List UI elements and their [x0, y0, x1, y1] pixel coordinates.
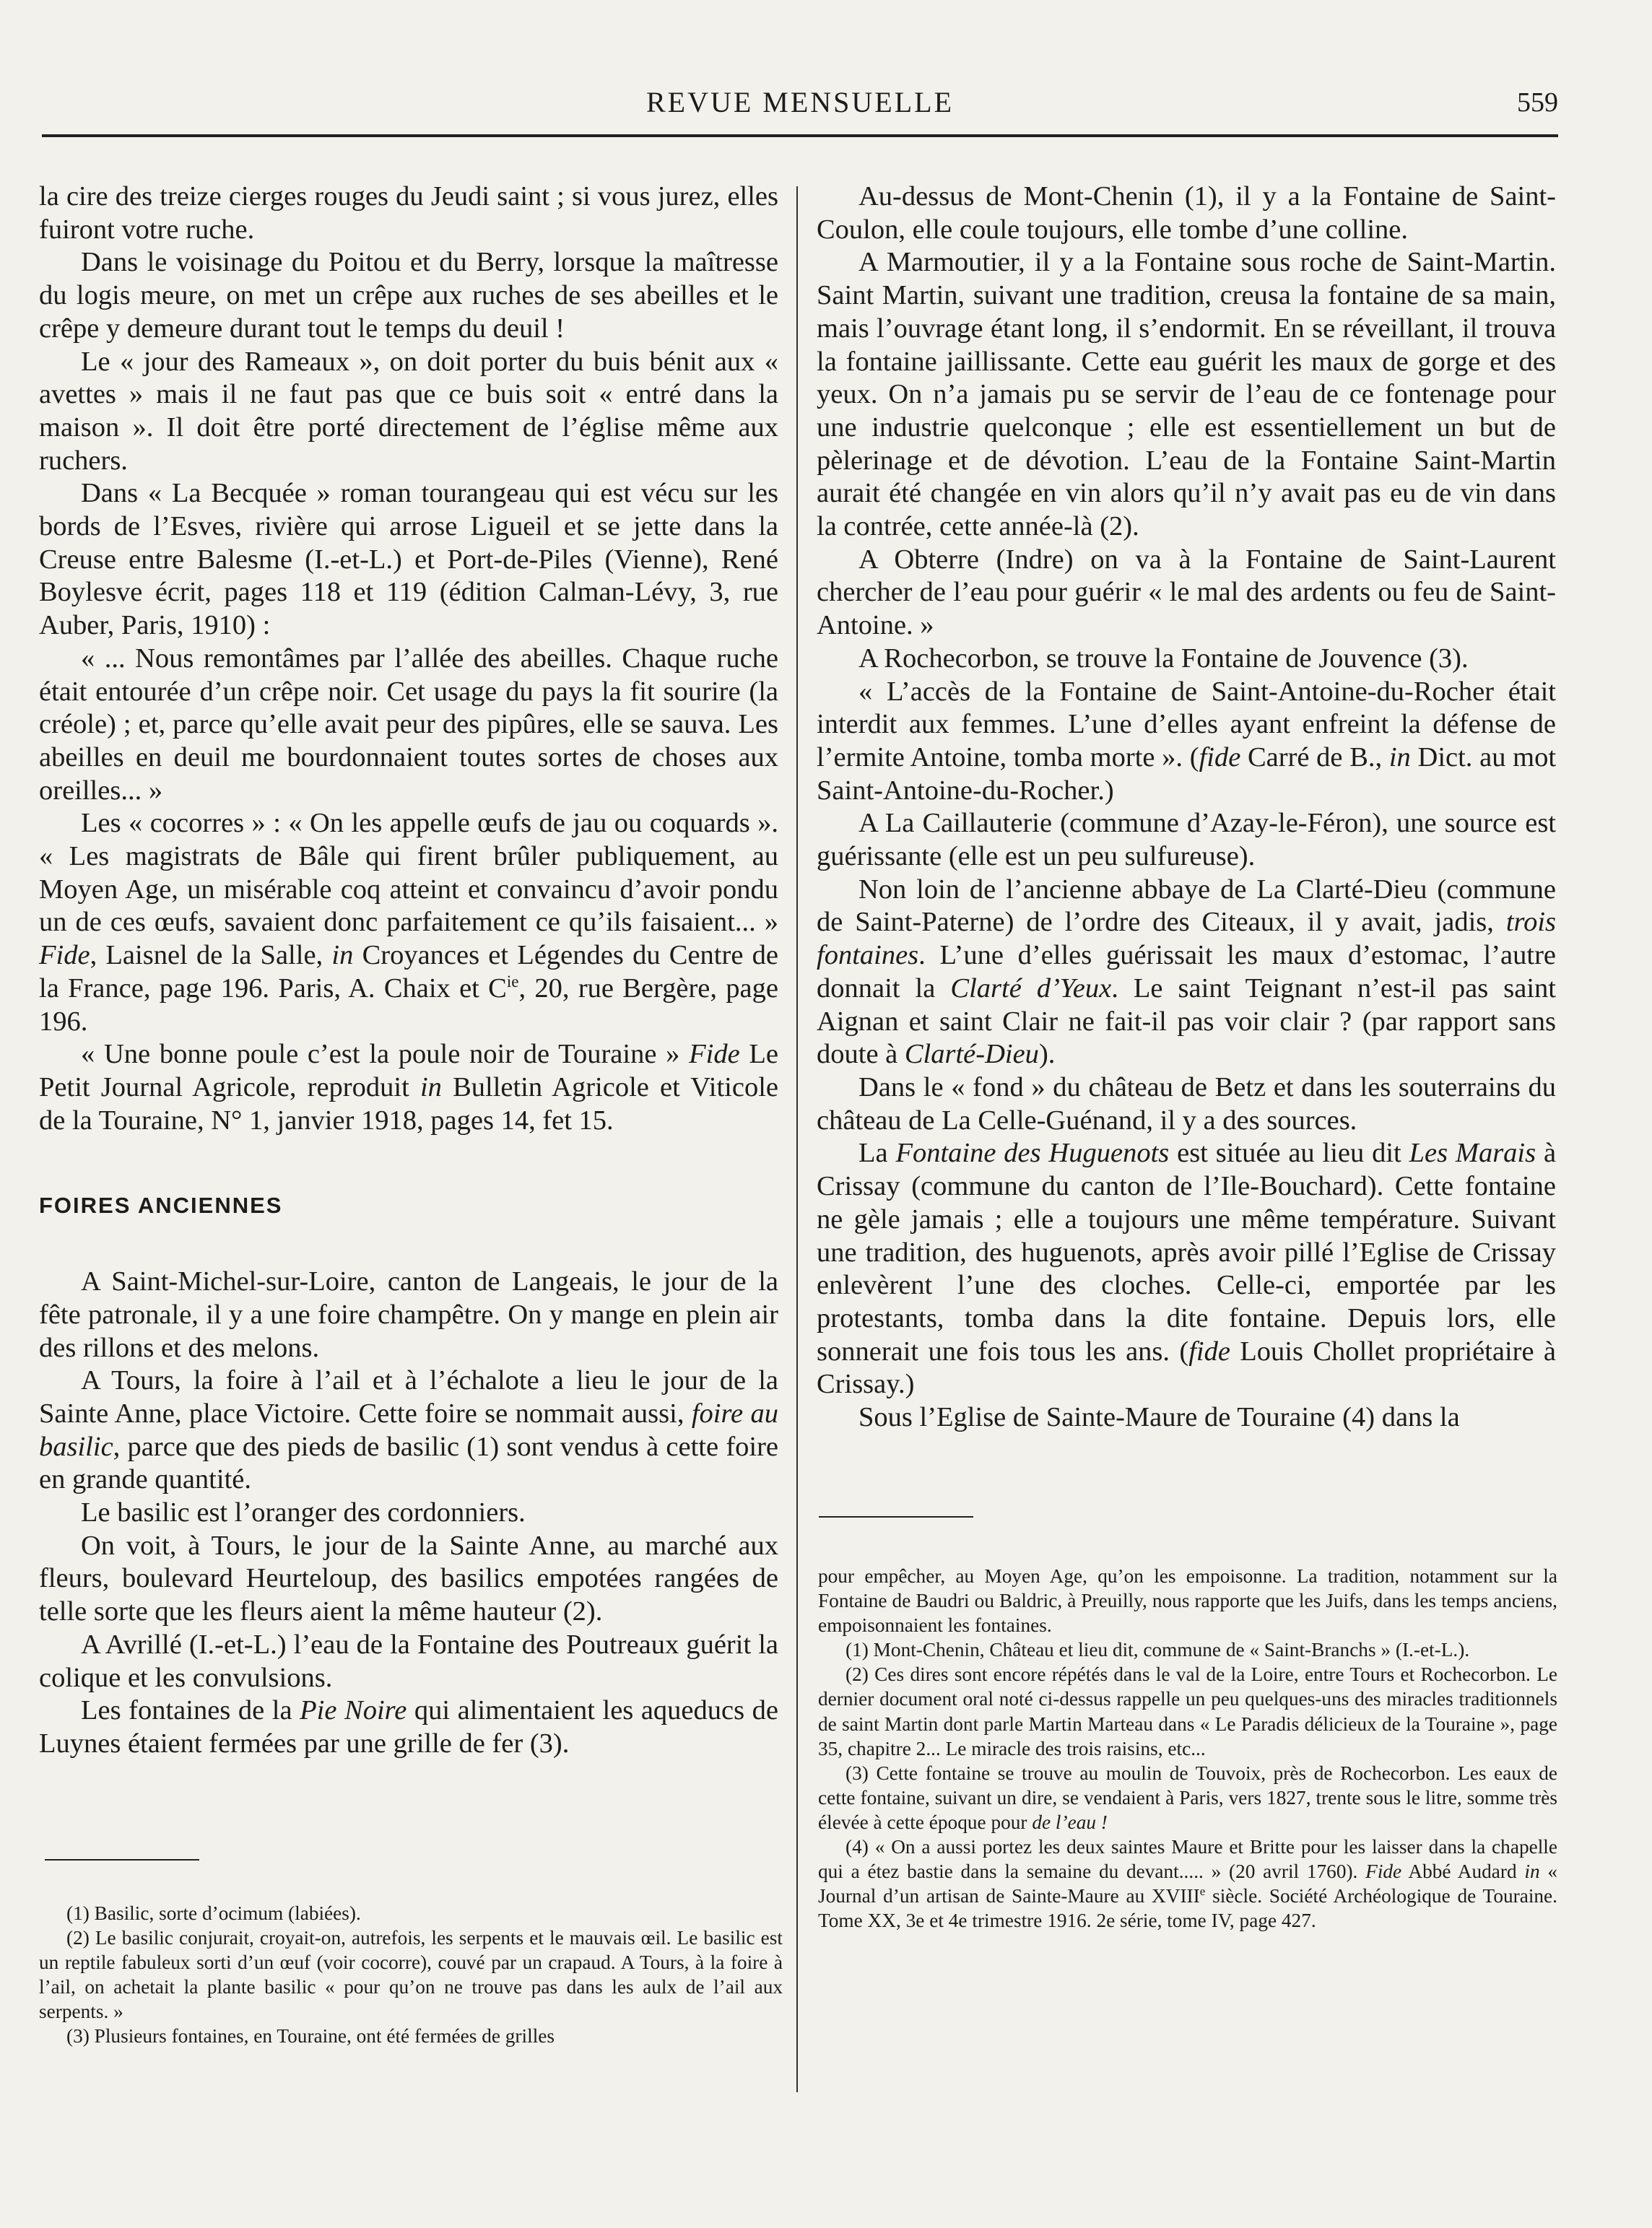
left-column [39, 180, 778, 1761]
page-header [42, 78, 1558, 136]
paragraph: la cire des treize cierges rouges du Jeudi saint ; si vous jurez, elles fuiront votre ruche. [39, 181, 778, 245]
italic-text: Les Marais [1409, 1138, 1536, 1169]
footnotes-left [39, 1901, 783, 2049]
italic-text: Clarté-Dieu [904, 1039, 1039, 1070]
text-run: siècle. Société Archéologique de Touraine. Tome XX, 3e et 4e trimestre 1916. 2e série, tome IV, page 427. [818, 1885, 1558, 1932]
text-run: (3) Cette fontaine se trouve au moulin de Touvoix, près de Rochecorbon. Les eaux de cette fontaine, suivant un dire, se vendaient à Paris, vers 1827, trente sous le litre, somme très élevée à cette époque pour [818, 1762, 1557, 1833]
journal-title: REVUE MENSUELLE [645, 86, 955, 118]
footnote: (1) Mont-Chenin, Château et lieu dit, commune de « Saint-Branchs » (I.-et-L.). [845, 1639, 1470, 1661]
italic-text: Fontaine des Huguenots [895, 1138, 1170, 1169]
paragraph: Sous l’Eglise de Sainte-Maure de Touraine (4) dans la [858, 1402, 1460, 1433]
text-run: qui alimentaient les aqueducs de Luynes étaient fermées par une grille de fer (3). [39, 1695, 778, 1759]
text-run: Bulletin Agricole et Viticole de la Touraine, N° 1, janvier 1918, pages 14, fet 15. [39, 1071, 778, 1136]
footnotes-right [818, 1564, 1557, 1933]
text-run: , 20, rue Bergère, page 196. [39, 972, 778, 1037]
text-run: à Crissay (commune du canton de l’Ile-Bouchard). Cette fontaine ne gèle jamais ; elle a toujours une même température. Suivant une tradition, des huguenots, après avoir pillé l’Eglise de Crissay enlevèrent l’une des cloches. Celle-ci, emportée par les protestants, tomba dans la dite fontaine. Depuis lors, elle sonnerait une fois tous les ans. ( [817, 1138, 1557, 1367]
footnote: (3) Plusieurs fontaines, en Touraine, ont été fermées de grilles [66, 2025, 555, 2048]
text-run: La [858, 1138, 888, 1169]
right-column [817, 180, 1556, 1435]
italic-text: fide [1199, 741, 1241, 773]
paragraph [39, 1694, 778, 1760]
italic-text: in [419, 1071, 442, 1102]
text-run: Dict. au mot Saint-Antoine-du-Rocher.) [817, 741, 1557, 806]
superscript: ie [506, 972, 519, 991]
paragraph: On voit, à Tours, le jour de la Sainte Anne, au marché aux fleurs, boulevard Heurteloup, des basilics empotées rangées de telle sorte que les fleurs aient la même hauteur (2). [39, 1530, 778, 1627]
paragraph: Dans le « fond » du château de Betz et dans les souterrains du château de La Celle-Guénand, il y a des sources. [817, 1071, 1556, 1136]
paragraph: A Saint-Michel-sur-Loire, canton de Langeais, le jour de la fête patronale, il y a une foire champêtre. On y mange en plein air des rillons et des melons. [39, 1266, 778, 1363]
page-number: 559 [1517, 87, 1558, 118]
text-run: « L’accès de la Fontaine de Saint-Antoine-du-Rocher était interdit aux femmes. L’une d’elles ayant enfreint la défense de l’ermite Antoine, tomba morte ». ( [817, 676, 1556, 773]
footnote [818, 1761, 1557, 1835]
footnote-rule [45, 1859, 199, 1861]
section-heading: FOIRES ANCIENNES [39, 1193, 283, 1219]
italic-text: Clarté d’Yeux [950, 972, 1112, 1004]
paragraph: Dans le voisinage du Poitou et du Berry, lorsque la maîtresse du logis meure, on met un crêpe aux ruches de ses abeilles et le crêpe y demeure durant tout le temps du deuil ! [39, 247, 778, 344]
footnote-continuation: pour empêcher, au Moyen Age, qu’on les empoisonne. La tradition, notamment sur la Fontaine de Baudri ou Baldric, à Preuilly, nous rapporte que les Juifs, dans les temps anciens, empoisonnaient les fontaines. [818, 1565, 1557, 1637]
paragraph: A Marmoutier, il y a la Fontaine sous roche de Saint-Martin. Saint Martin, suivant une tradition, creusa la fontaine de sa main, mais l’ouvrage étant long, il s’endormit. En se réveillant, il trouva la fontaine jaillissante. Cette eau guérit les maux de gorge et des yeux. On n’a jamais pu se servir de l’eau de ce fontenage pour une industrie quelconque ; elle est essentiellement un but de pèlerinage et de dévotion. L’eau de la Fontaine Saint-Martin aurait été changée en vin alors qu’il n’y avait pas eu de vin dans la contrée, cette année-là (2). [817, 247, 1556, 542]
text-run: . L’une d’elles guérissait les maux d’estomac, l’autre donnait la [817, 940, 1556, 1004]
italic-text: Fide [39, 940, 90, 971]
paragraph: Au-dessus de Mont-Chenin (1), il y a la Fontaine de Saint-Coulon, elle coule toujours, elle tombe d’une colline. [817, 181, 1556, 245]
italic-text: in [1388, 741, 1411, 773]
text-run: ). [1038, 1039, 1056, 1070]
italic-text: Pie Noire [300, 1695, 407, 1726]
paragraph [817, 676, 1556, 808]
italic-text: Fide [1365, 1861, 1402, 1883]
superscript: e [1199, 1884, 1206, 1899]
text-run: Les fontaines de la [81, 1695, 292, 1726]
paragraph [39, 807, 778, 1038]
text-run: Les « cocorres » : « On les appelle œufs de jau ou coquards ». « Les magistrats de Bâle qui firent brûler publiquement, au Moyen Age, un misérable coq atteint et convaincu d’avoir pondu un de ces œufs, savaient donc parfaitement ce qu’ils faisaient... » [39, 808, 778, 938]
paragraph: A La Caillauterie (commune d’Azay-le-Féron), une source est guérissante (elle est un peu sulfureuse). [817, 808, 1556, 872]
text-run: « Journal d’un artisan de Sainte-Maure au XVIII [818, 1861, 1558, 1907]
paragraph: A Rochecorbon, se trouve la Fontaine de Jouvence (3). [858, 643, 1469, 674]
paragraph: A Avrillé (I.-et-L.) l’eau de la Fontaine des Poutreaux guérit la colique et les convulsions. [39, 1629, 778, 1693]
text-run: Le Petit Journal Agricole, reproduit [39, 1039, 778, 1102]
text-run: , Laisnel de la Salle, [90, 940, 323, 971]
footnote [818, 1835, 1557, 1933]
text-run: « Une bonne poule c’est la poule noir de Touraine » [81, 1039, 680, 1070]
paragraph [817, 1137, 1556, 1401]
text-run: Louis Chollet propriétaire à Crissay.) [817, 1336, 1556, 1400]
italic-text: foire au basilic [39, 1398, 779, 1462]
text-run: Abbé Audard [1408, 1861, 1517, 1883]
text-run: . Le saint Teignant n’est-il pas saint Aignan et saint Clair ne fait-il pas voir clair ? (par rapport sans doute à [817, 972, 1557, 1070]
paragraph [39, 1365, 778, 1497]
header-rule [42, 134, 1558, 137]
italic-text: Fide [689, 1039, 740, 1070]
paragraph: Dans « La Becquée » roman tourangeau qui est vécu sur les bords de l’Esves, rivière qui arrose Ligueil et se jette dans la Creuse entre Balesme (I.-et-L.) et Port-de-Piles (Vienne), René Boylesve écrit, pages 118 et 119 (édition Calman-Lévy, 3, rue Auber, Paris, 1910) : [39, 478, 778, 641]
text-run: (4) « On a aussi portez les deux saintes Maure et Britte pour les laisser dans la chapelle qui a étez bastie dans la semaine du devant..... » (20 avril 1760). [818, 1836, 1557, 1883]
text-run: Non loin de l’ancienne abbaye de La Clarté-Dieu (commune de Saint-Paterne) de l’ordre des Citeaux, il y avait, jadis, [817, 874, 1556, 938]
paragraph [39, 1038, 778, 1137]
italic-text: fide [1188, 1336, 1230, 1367]
text-run: Croyances et Légendes du Centre de la France, page 196. Paris, A. Chaix et C [39, 940, 778, 1004]
footnote: (1) Basilic, sorte d’ocimum (labiées). [66, 1902, 361, 1924]
italic-text: in [1524, 1861, 1540, 1883]
paragraph: Le basilic est l’oranger des cordonniers. [81, 1497, 526, 1528]
italic-text: in [331, 940, 354, 971]
quotation: « ... Nous remontâmes par l’allée des abeilles. Chaque ruche était entourée d’un crêpe noir. Cet usage du pays la fit sourire (la créole) ; et, parce qu’elle avait peur des pipûres, elle se sauva. Les abeilles en deuil me bourdonnaient toutes sortes de choses aux oreilles... » [39, 643, 778, 806]
italic-text: trois fontaines [817, 907, 1556, 971]
paragraph: Le « jour des Rameaux », on doit porter du buis bénit aux « avettes » mais il ne faut pas que ce buis soit « entré dans la maison ». Il doit être porté directement de l’église même aux ruchers. [39, 346, 778, 476]
text-run: , parce que des pieds de basilic (1) sont vendus à cette foire en grande quantité. [39, 1431, 778, 1495]
footnote: (2) Le basilic conjurait, croyait-on, autrefois, les serpents et le mauvais œil. Le basilic est un reptile fabuleux sorti d’un œuf (voir cocorre), couvé par un crapaud. A Tours, à la foire à l’ail, on achetait la plante basilic « pour qu’on ne trouve pas dans les aulx de l’ail aux serpents. » [39, 1927, 783, 2023]
text-run: est située au lieu dit [1177, 1138, 1401, 1169]
paragraph: A Obterre (Indre) on va à la Fontaine de Saint-Laurent chercher de l’eau pour guérir « le mal des ardents ou feu de Saint-Antoine. » [817, 544, 1556, 641]
column-divider [796, 186, 798, 2092]
footnote: (2) Ces dires sont encore répétés dans le val de la Loire, entre Tours et Rochecorbon. Le dernier document oral noté ci-dessus rappelle un peu quelques-uns des miracles traditionnels de saint Martin dont parle Martin Marteau dans « Le Paradis délicieux de la Touraine », page 35, chapitre 2... Le miracle des trois raisins, etc... [818, 1663, 1557, 1759]
text-run: A Tours, la foire à l’ail et à l’échalote a lieu le jour de la Sainte Anne, place Victoire. Cette foire se nommait aussi, [39, 1365, 778, 1429]
footnote-rule [819, 1516, 973, 1518]
italic-text: de l’eau ! [1032, 1811, 1108, 1833]
text-run: Carré de B., [1248, 741, 1383, 773]
paragraph [817, 874, 1556, 1071]
